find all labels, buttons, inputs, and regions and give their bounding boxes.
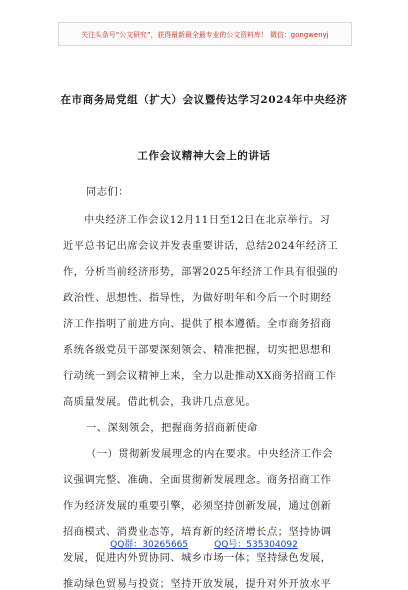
body-line: （一）贯彻新发展理念的内在要求。中央经济工作会 <box>86 449 333 460</box>
body-line: 作为经济发展的重要引擎，必须坚持创新发展，通过创新 <box>63 501 332 512</box>
body-line: 议强调完整、准确、全面贯彻新发展理念。商务招商工作 <box>63 475 332 486</box>
qq-group-link[interactable]: QQ群：30265665 <box>110 540 189 550</box>
body-line: 推动绿色贸易与投资；坚持开放发展，提升对外开放水平 <box>63 579 332 590</box>
salutation: 同志们： <box>86 187 129 198</box>
body-line: 政治性、思想性、指导性，为做好明年和今后一个时期经 <box>63 293 332 304</box>
body-line: 发展，促进内外贸协同、城乡市场一体；坚持绿色发展， <box>63 553 332 564</box>
document-title-line-1: 在市商务局党组（扩大）会议暨传达学习2024年中央经济 <box>60 94 348 106</box>
header-banner: 关注头条号“公文研究”，获得最新最全最专业的公文资料库！ 微信：gongwenyj <box>58 22 352 46</box>
section-heading: 一、深刻领会，把握商务招商新使命 <box>86 423 258 434</box>
body-line: 招商模式、消费业态等，培育新的经济增长点；坚持协调 <box>63 527 332 538</box>
body-line: 济工作指明了前进方向、提供了根本遵循。全市商务招商 <box>63 319 332 330</box>
qq-number-link[interactable]: QQ号：535304092 <box>214 540 298 550</box>
body-line: 中央经济工作会议12月11日至12日在北京举行。习 <box>84 215 331 226</box>
footer-contacts <box>0 537 408 553</box>
body-line: 系统各级党员干部要深刻领会、精准把握，切实把思想和 <box>63 345 332 356</box>
body-line: 近平总书记出席会议并发表重要讲话，总结2024年经济工 <box>63 241 339 252</box>
body-line: 作，分析当前经济形势，部署2025年经济工作具有很强的 <box>63 267 339 278</box>
document-title-line-2: 工作会议精神大会上的讲话 <box>137 150 271 162</box>
body-line: 行动统一到会议精神上来，全力以赴推动XX商务招商工作 <box>63 371 337 382</box>
body-line: 高质量发展。借此机会，我讲几点意见。 <box>63 397 257 408</box>
